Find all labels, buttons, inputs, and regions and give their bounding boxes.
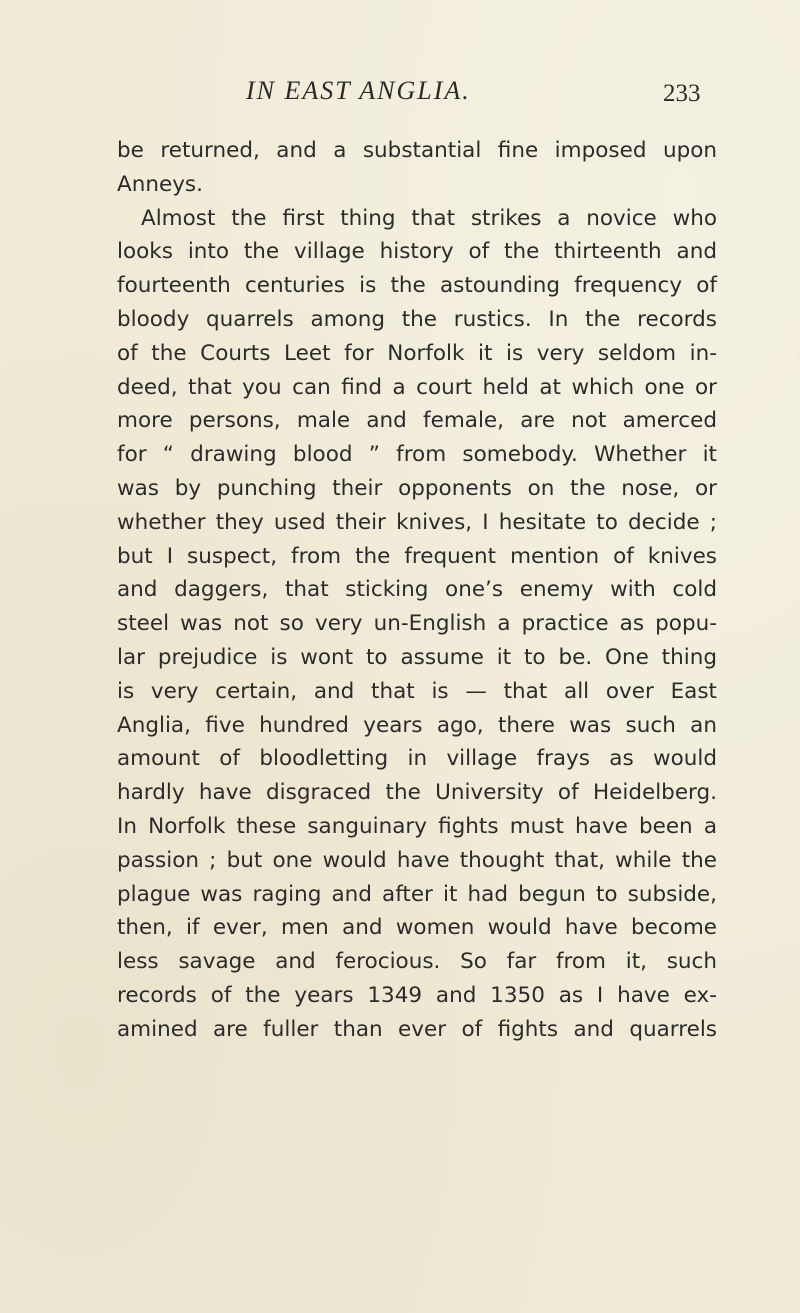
text-line: Anglia, five hundred years ago, there was such an [117,712,717,738]
text-line: fourteenth centuries is the astounding frequency of [117,273,717,299]
text-line: looks into the village history of the thirteenth and [117,239,717,265]
text-line: passion ; but one would have thought that, while the [117,847,717,873]
text-line: Almost the first thing that strikes a novice who [141,205,717,231]
text-line: Anneys. [117,171,203,197]
text-line: records of the years 1349 and 1350 as I have ex- [117,982,717,1008]
text-line: be returned, and a substantial fine imposed upon [117,138,717,163]
text-line: In Norfolk these sanguinary fights must have been a [117,813,717,839]
text-line: for “ drawing blood ” from somebody. Whether it [117,442,717,468]
text-line: less savage and ferocious. So far from it, such [117,949,717,975]
text-line: deed, that you can find a court held at which one or [117,374,717,400]
text-line: but I suspect, from the frequent mention of knives [117,543,717,569]
text-line: then, if ever, men and women would have become [117,915,717,941]
running-head: IN EAST ANGLIA. [246,76,471,105]
text-line: lar prejudice is wont to assume it to be. One thing [117,644,717,670]
text-line: more persons, male and female, are not amerced [117,408,717,434]
text-line: amined are fuller than ever of fights and quarrels [117,1016,717,1042]
text-line: whether they used their knives, I hesitate to decide ; [117,509,717,535]
body-text [117,134,717,1047]
page-number: 233 [663,80,701,107]
text-line: and daggers, that sticking one’s enemy with cold [117,577,717,603]
text-line: was by punching their opponents on the nose, or [117,475,717,501]
text-line: is very certain, and that is — that all over East [117,678,717,704]
text-line: of the Courts Leet for Norfolk it is very seldom in- [117,340,717,366]
text-line: steel was not so very un-English a practice as popu- [117,611,717,637]
text-line: plague was raging and after it had begun to subside, [117,881,717,907]
text-line: bloody quarrels among the rustics. In the records [117,306,717,332]
text-line: hardly have disgraced the University of Heidelberg. [117,780,717,806]
text-line: amount of bloodletting in village frays as would [117,746,717,772]
